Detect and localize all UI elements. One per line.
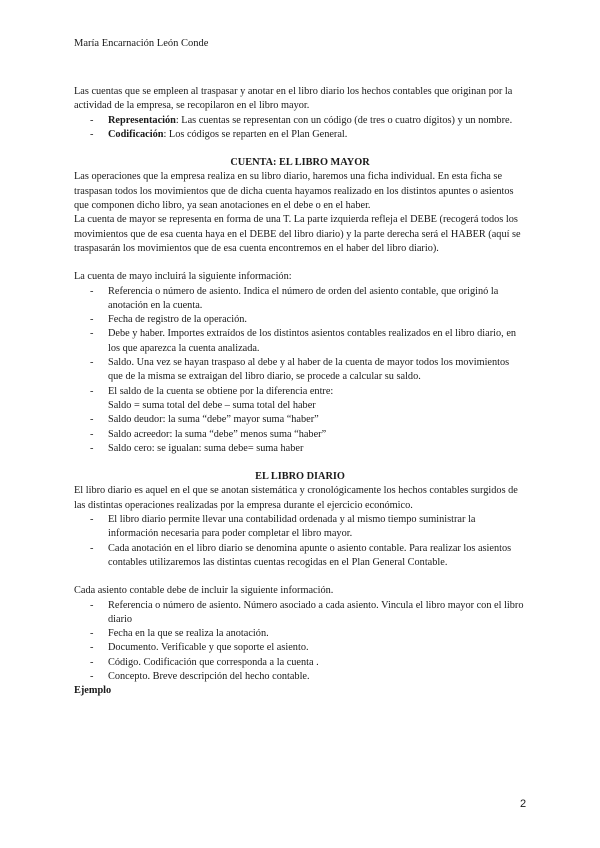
bullet-dash: -	[90, 656, 94, 668]
intro-item-text: : Las cuentas se representan con un código (de tres o cuatro dígitos) y un nombre.	[175, 114, 513, 126]
list-item-text: Saldo. Una vez se hayan traspaso al debe y al haber de la cuenta de mayor todos los movimientos que de la misma se extraigan del libro diario, se procede a calcular su saldo.	[108, 357, 510, 383]
list-item-text: Documento. Verificable y que soporte el asiento.	[108, 642, 309, 654]
list-item-text: Saldo acreedor: la suma “debe” menos suma “haber”	[108, 428, 327, 440]
libro-mayor-paragraph-2: La cuenta de mayor se representa en forma de una T. La parte izquierda refleja el DEBE (recogerá todos los movimientos que de esa cuenta haya en el DEBE del libro diario) y la parte derecha será el HABER (aquí se traspasarán los movimientos que de esa cuenta encontremos en el haber del libro diario).	[74, 214, 521, 254]
list-item-text: Concepto. Breve descripción del hecho contable.	[108, 670, 310, 682]
section-heading-libro-mayor: CUENTA: EL LIBRO MAYOR	[230, 157, 370, 169]
list-item-text: Fecha de registro de la operación.	[108, 314, 247, 326]
list-item	[74, 428, 526, 442]
list-item-text: Código. Codificación que corresponda a la cuenta .	[108, 656, 319, 668]
list-item	[74, 542, 526, 571]
intro-paragraph: Las cuentas que se empleen al traspasar y anotar en el libro diario los hechos contables que originan por la actividad de la empresa, se recopilaron en el libro mayor.	[74, 86, 513, 112]
document-body	[74, 85, 526, 699]
intro-item-text: : Los códigos se reparten en el Plan General.	[163, 128, 348, 140]
list-item	[74, 670, 526, 684]
bullet-dash: -	[90, 285, 94, 297]
list-item-text: Cada anotación en el libro diario se denomina apunte o asiento contable. Para realizar los asientos contables utilizaremos las distintas cuentas recogidas en el Plan General Contable.	[108, 542, 512, 568]
list-item	[74, 627, 526, 641]
list-item	[74, 327, 526, 356]
bullet-dash: -	[90, 357, 94, 369]
list-item	[74, 442, 526, 456]
bullet-dash: -	[90, 414, 94, 426]
bullet-dash: -	[90, 328, 94, 340]
bullet-dash: -	[90, 542, 94, 554]
list-item-text: Referencia o número de asiento. Número asociado a cada asiento. Vincula el libro mayor con el libro diario	[108, 599, 524, 625]
list-item	[74, 413, 526, 427]
list-item-text: Fecha en la que se realiza la anotación.	[108, 628, 269, 640]
list-item-text: El libro diario permite llevar una contabilidad ordenada y al mismo tiempo suministrar la información necesaria para poder completar el libro mayor.	[108, 514, 476, 540]
asiento-info-list	[74, 599, 526, 685]
list-item	[74, 656, 526, 670]
list-item	[74, 313, 526, 327]
list-item-text: El saldo de la cuenta se obtiene por la diferencia entre: Saldo = suma total del debe – suma total del haber	[108, 385, 334, 411]
bullet-dash: -	[90, 670, 94, 682]
bullet-dash: -	[90, 428, 94, 440]
list-item	[74, 641, 526, 655]
list-item	[74, 285, 526, 314]
libro-diario-list	[74, 513, 526, 570]
bullet-dash: -	[90, 114, 94, 126]
list-item	[74, 599, 526, 628]
bullet-dash: -	[90, 514, 94, 526]
libro-mayor-paragraph-1: Las operaciones que la empresa realiza en su libro diario, haremos una ficha individual. En esta ficha se traspasan todos los movimientos que de dicha cuenta hayamos realizado en los distintos apuntes o asientos que componen dicho libro, ya sean anotaciones en el debe o en el haber.	[74, 171, 514, 212]
page-header-author: María Encarnación León Conde	[74, 38, 209, 49]
libro-mayor-paragraph-3: La cuenta de mayo incluirá la siguiente información:	[74, 271, 292, 283]
list-item	[74, 385, 526, 414]
libro-diario-paragraph-2: Cada asiento contable debe de incluir la siguiente información.	[74, 585, 334, 597]
libro-mayor-list	[74, 285, 526, 457]
list-item	[74, 356, 526, 385]
section-heading-libro-diario: EL LIBRO DIARIO	[255, 471, 345, 483]
intro-item-label: Representación	[108, 114, 176, 126]
bullet-dash: -	[90, 314, 94, 326]
page-number: 2	[520, 798, 527, 810]
libro-diario-paragraph-1: El libro diario es aquel en el que se anotan sistemática y cronológicamente los hechos contables surgidos de las distintas operaciones realizadas por la empresa durante el ejercicio económico.	[74, 485, 518, 511]
list-item-text: Saldo deudor: la suma “debe” mayor suma “haber”	[108, 414, 319, 426]
intro-item-representation	[74, 114, 526, 128]
bullet-dash: -	[90, 628, 94, 640]
bullet-dash: -	[90, 642, 94, 654]
bullet-dash: -	[90, 599, 94, 611]
intro-item-codification	[74, 128, 526, 142]
list-item	[74, 513, 526, 542]
intro-item-label: Codificación	[108, 128, 164, 140]
intro-list	[74, 114, 526, 143]
bullet-dash: -	[90, 128, 94, 140]
bullet-dash: -	[90, 385, 94, 397]
list-item-text: Debe y haber. Importes extraídos de los distintos asientos contables realizados en el libro diario, en los que aparezca la cuenta analizada.	[108, 328, 517, 354]
example-label: Ejemplo	[74, 685, 112, 697]
list-item-text: Saldo cero: se igualan: suma debe= suma haber	[108, 442, 304, 454]
list-item-text: Referencia o número de asiento. Indica el número de orden del asiento contable, que originó la anotación en la cuenta.	[108, 285, 499, 311]
bullet-dash: -	[90, 442, 94, 454]
